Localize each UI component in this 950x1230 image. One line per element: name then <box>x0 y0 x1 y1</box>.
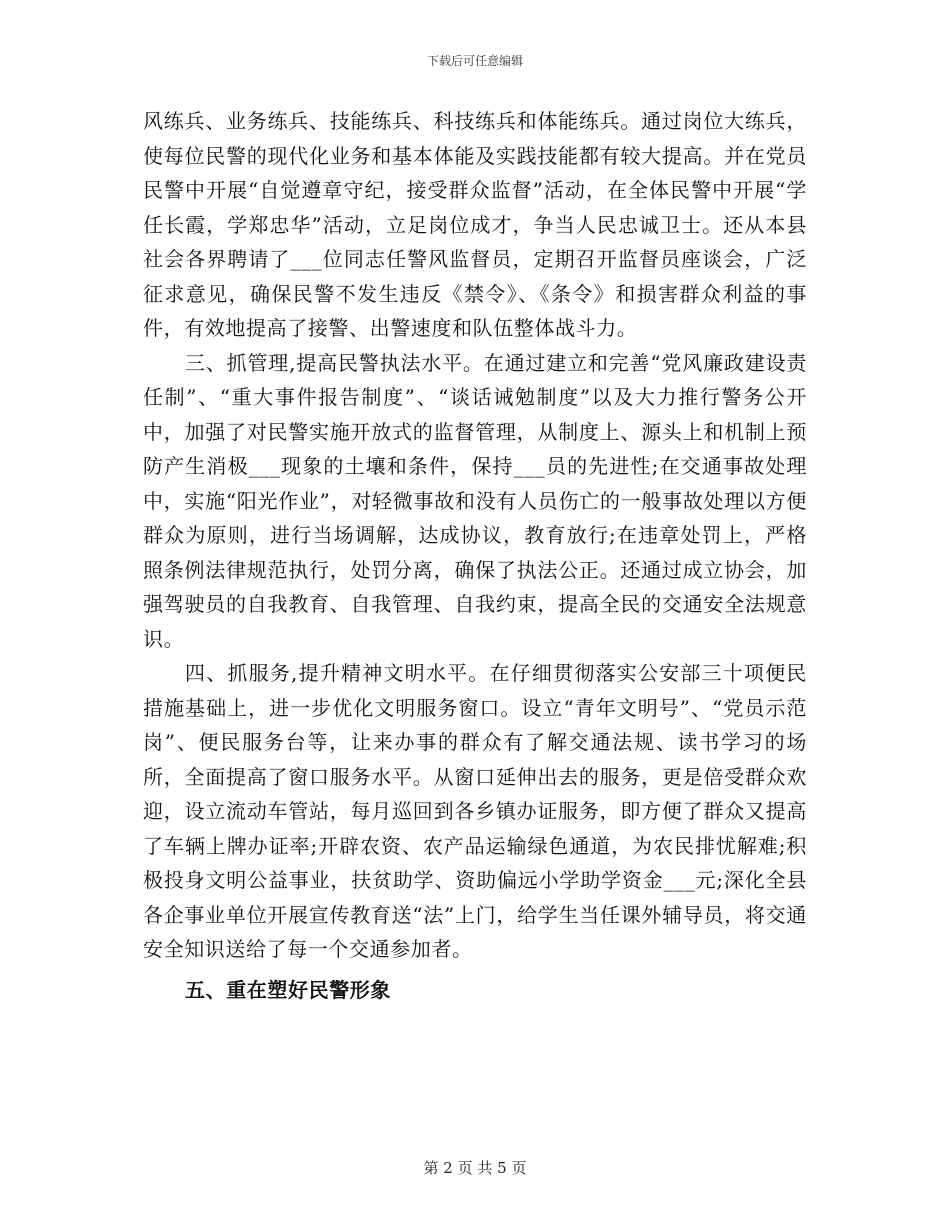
section-heading: 五、重在塑好民警形象 <box>185 977 391 1002</box>
page-header: 下载后可任意编辑 <box>426 54 523 68</box>
document-body <box>143 104 807 1007</box>
paragraph-2: 三、抓管理,提高民警执法水平。在通过建立和完善“党风廉政建设责任制”、“重大事件报告制度”、“谈话诫勉制度”以及大力推行警务公开中，加强了对民警实施开放式的监督管理，从制度上、源头上和机制上预防产生消极___现象的土壤和条件，保持___员的先进性;在交通事故处理中，实施“阳光作业”，对轻微事故和没有人员伤亡的一般事故处理以方便群众为原则，进行当场调解，达成协议，教育放行;在违章处罚上，严格照条例法律规范执行，处罚分离，确保了执法公正。还通过成立协会，加强驾驶员的自我教育、自我管理、自我约束，提高全民的交通安全法规意识。 <box>143 350 807 651</box>
paragraph-3: 四、抓服务,提升精神文明水平。在仔细贯彻落实公安部三十项便民措施基础上，进一步优化文明服务窗口。设立“青年文明号”、“党员示范岗”、便民服务台等，让来办事的群众有了解交通法规、读书学习的场所，全面提高了窗口服务水平。从窗口延伸出去的服务，更是倍受群众欢迎，设立流动车管站，每月巡回到各乡镇办证服务，即方便了群众又提高了车辆上牌办证率;开辟农资、农产品运输绿色通道，为农民排忧解难;积极投身文明公益事业，扶贫助学、资助偏远小学助学资金___元;深化全县各企事业单位开展宣传教育送“法”上门，给学生当任课外辅导员，将交通安全知识送给了每一个交通参加者。 <box>143 661 807 961</box>
paragraph-1: 风练兵、业务练兵、技能练兵、科技练兵和体能练兵。通过岗位大练兵，使每位民警的现代化业务和基本体能及实践技能都有较大提高。并在党员民警中开展“自觉遵章守纪，接受群众监督”活动，在全体民警中开展“学任长霞，学郑忠华”活动，立足岗位成才，争当人民忠诚卫士。还从本县社会各界聘请了___位同志任警风监督员，定期召开监督员座谈会，广泛征求意见，确保民警不发生违反《禁令》、《条令》和损害群众利益的事件，有效地提高了接警、出警速度和队伍整体战斗力。 <box>143 109 807 340</box>
page-footer: 第 2 页 共 5 页 <box>423 1159 527 1177</box>
